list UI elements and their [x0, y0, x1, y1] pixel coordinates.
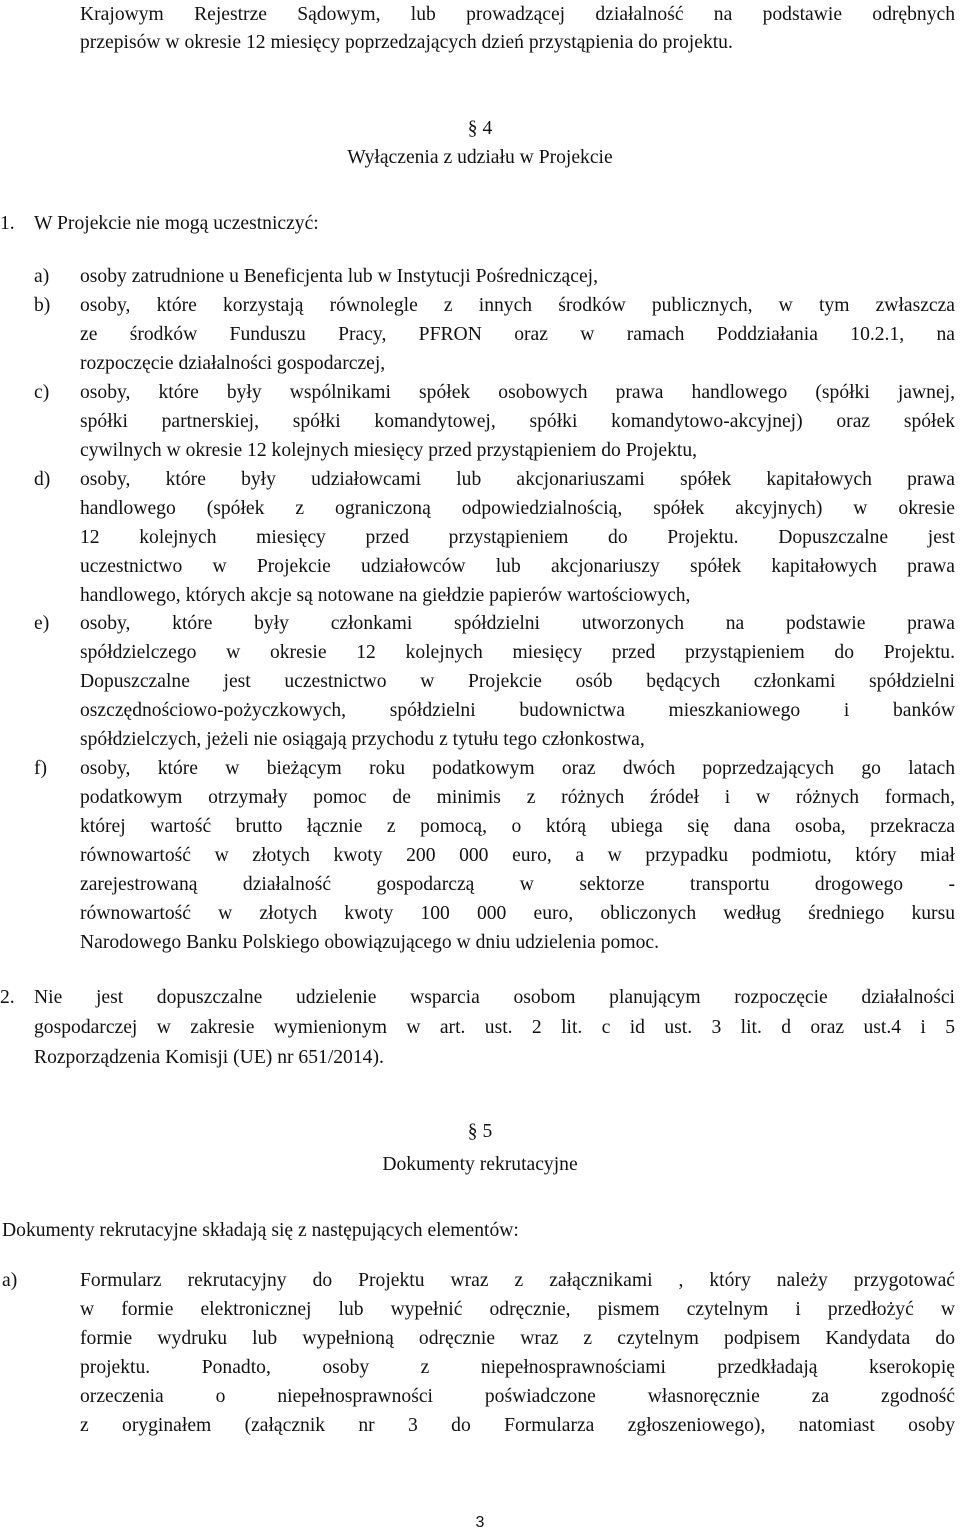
list-line: ze środków Funduszu Pracy, PFRON oraz w ramach Poddziałania 10.2.1, na: [80, 324, 955, 345]
list-line: osoby, które były wspólnikami spółek osobowych prawa handlowego (spółki jawnej,: [80, 382, 955, 403]
list-line: spółdzielczego w okresie 12 kolejnych miesięcy przed przystąpieniem do Projektu.: [80, 642, 955, 663]
list-line: orzeczenia o niepełnosprawności poświadczone własnoręcznie za zgodność: [80, 1386, 955, 1407]
list-line: zarejestrowaną działalność gospodarczą w sektorze transportu drogowego -: [80, 874, 955, 895]
list-line: uczestnictwo w Projekcie udziałowców lub akcjonariuszy spółek kapitałowych prawa: [80, 556, 955, 577]
section-title: Dokumenty rekrutacyjne: [382, 1154, 578, 1175]
list-line: Dopuszczalne jest uczestnictwo w Projekcie osób będących członkami spółdzielni: [80, 671, 955, 692]
list-line: formie wydruku lub wypełnioną odręcznie wraz z czytelnym podpisem Kandydata do: [80, 1328, 955, 1349]
list-line: z oryginałem (załącznik nr 3 do Formularza zgłoszeniowego), natomiast osoby: [80, 1415, 955, 1436]
list-line: podatkowym otrzymały pomoc de minimis z różnych źródeł i w różnych formach,: [80, 787, 955, 808]
list-line: równowartość w złotych kwoty 100 000 euro, obliczonych według średniego kursu: [80, 903, 955, 924]
list-line: handlowego, których akcje są notowane na giełdzie papierów wartościowych,: [80, 585, 691, 606]
list-marker: b): [34, 295, 51, 316]
list-line: w formie elektronicznej lub wypełnić odręcznie, pismem czytelnym i przedłożyć w: [80, 1299, 955, 1320]
list-line: oszczędnościowo-pożyczkowych, spółdzielni budownictwa mieszkaniowego i banków: [80, 700, 955, 721]
section-intro: Dokumenty rekrutacyjne składają się z następujących elementów:: [2, 1220, 519, 1241]
list-line: 12 kolejnych miesięcy przed przystąpieniem do Projektu. Dopuszczalne jest: [80, 527, 955, 548]
list-marker: d): [34, 469, 51, 490]
list-line: której wartość brutto łącznie z pomocą, o którą ubiega się dana osoba, przekracza: [80, 816, 955, 837]
list-marker: f): [34, 758, 48, 779]
list-line: projektu. Ponadto, osoby z niepełnosprawnościami przedkładają kserokopię: [80, 1357, 955, 1378]
list-line: osoby, które korzystają równolegle z innych środków publicznych, w tym zwłaszcza: [80, 295, 955, 316]
point-line: Nie jest dopuszczalne udzielenie wsparcia osobom planującym rozpoczęcie działalności: [34, 987, 955, 1008]
list-marker: e): [34, 613, 50, 634]
list-line: osoby, które były udziałowcami lub akcjonariuszami spółek kapitałowych prawa: [80, 469, 955, 490]
section-number: § 4: [467, 118, 493, 139]
list-marker: a): [34, 266, 50, 287]
list-marker: a): [2, 1270, 18, 1291]
section-number: § 5: [467, 1121, 493, 1142]
point-marker: 1.: [0, 213, 15, 234]
list-line: rozpoczęcie działalności gospodarczej,: [80, 353, 386, 374]
list-line: osoby zatrudnione u Beneficjenta lub w Instytucji Pośredniczącej,: [80, 266, 598, 287]
section-title: Wyłączenia z udziału w Projekcie: [347, 147, 613, 168]
list-line: Narodowego Banku Polskiego obowiązującego w dniu udzielenia pomoc.: [80, 932, 659, 953]
intro-line: przepisów w okresie 12 miesięcy poprzedzających dzień przystąpienia do projektu.: [80, 32, 733, 53]
list-line: spółki partnerskiej, spółki komandytowej, spółki komandytowo-akcyjnej) oraz spółek: [80, 411, 955, 432]
list-line: handlowego (spółek z ograniczoną odpowiedzialnością, spółek akcyjnych) w okresie: [80, 498, 955, 519]
list-line: osoby, które w bieżącym roku podatkowym oraz dwóch poprzedzających go latach: [80, 758, 955, 779]
list-marker: c): [34, 382, 50, 403]
list-line: osoby, które były członkami spółdzielni utworzonych na podstawie prawa: [80, 613, 955, 634]
list-line: spółdzielczych, jeżeli nie osiągają przychodu z tytułu tego członkostwa,: [80, 729, 645, 750]
intro-line: Krajowym Rejestrze Sądowym, lub prowadzącej działalność na podstawie odrębnych: [80, 4, 955, 25]
list-line: Formularz rekrutacyjny do Projektu wraz z załącznikami , który należy przygotować: [80, 1270, 955, 1291]
page-number: 3: [475, 1514, 485, 1531]
point-marker: 2.: [0, 987, 15, 1008]
list-line: cywilnych w okresie 12 kolejnych miesięcy przed przystąpieniem do Projektu,: [80, 440, 698, 461]
point-line: Rozporządzenia Komisji (UE) nr 651/2014).: [34, 1047, 384, 1068]
point-text: W Projekcie nie mogą uczestniczyć:: [34, 213, 319, 234]
point-line: gospodarczej w zakresie wymienionym w art. ust. 2 lit. c id ust. 3 lit. d oraz ust.4 i 5: [34, 1017, 955, 1038]
list-line: równowartość w złotych kwoty 200 000 euro, a w przypadku podmiotu, który miał: [80, 845, 955, 866]
